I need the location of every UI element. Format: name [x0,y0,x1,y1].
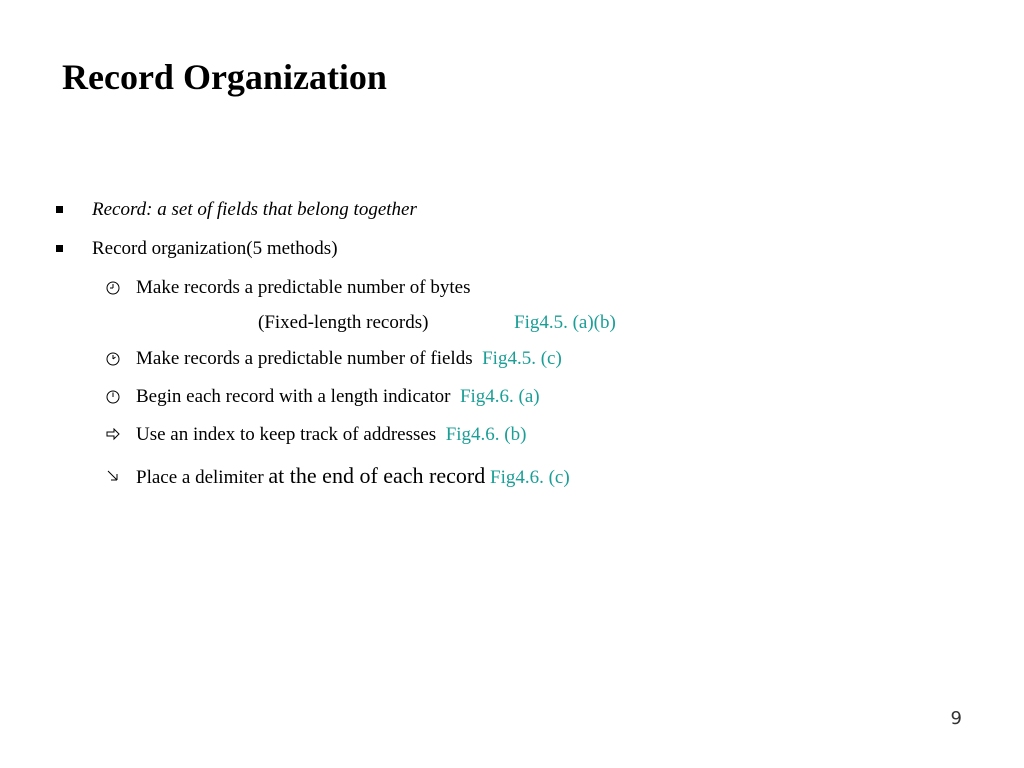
fig-ref-4-6-c[interactable]: Fig4.6. (c) [490,467,570,488]
pointing-hand-icon [106,428,120,442]
fig-ref-4-5-c[interactable]: Fig4.5. (c) [482,348,562,369]
fig-ref-4-6-b[interactable]: Fig4.6. (b) [445,424,527,445]
bullet-text: Record: a set of fields that belong together [92,199,417,220]
clock-icon [106,390,120,404]
fig-ref-4-6-a[interactable]: Fig4.6. (a) [459,386,540,407]
bullet-text: Record organization(5 methods) [92,238,338,259]
method-line [136,424,526,446]
fig-ref-4-5-ab[interactable]: Fig4.5. (a)(b) [514,312,616,333]
method-line [136,348,562,370]
method-line [136,465,570,489]
method-text-large: at the end of each record [268,463,486,488]
method-text: Use an index to keep track of addresses [136,424,437,445]
clock-icon [106,352,120,366]
page-number: 9 [950,708,962,729]
square-bullet-icon [56,245,63,252]
method-text-small: Place a delimiter [136,467,264,488]
method-text: Make records a predictable number of bytes [136,277,471,298]
note-text: (Fixed-length records) [258,312,429,333]
fixed-length-note [258,312,428,334]
method-text: Make records a predictable number of fields [136,348,473,369]
pointing-hand-icon [106,469,120,483]
method-line [136,386,540,408]
clock-icon [106,281,120,295]
method-text: Begin each record with a length indicator [136,386,451,407]
slide-title: Record Organization [62,57,387,97]
square-bullet-icon [56,206,63,213]
